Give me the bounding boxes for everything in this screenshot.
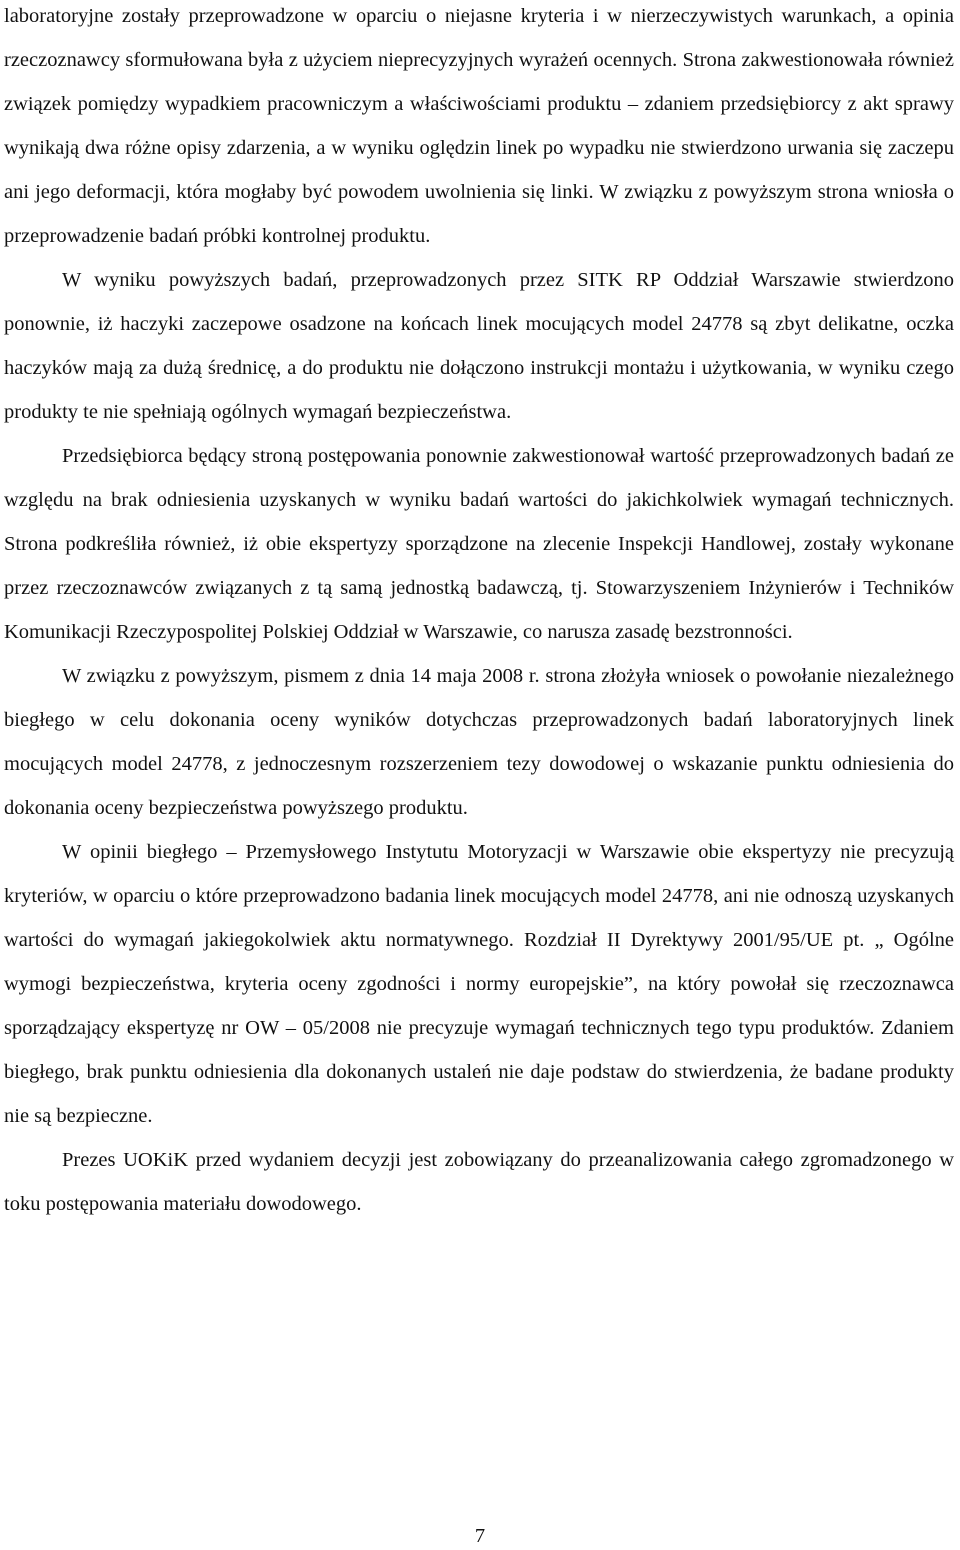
paragraph-continuation: laboratoryjne zostały przeprowadzone w oparciu o niejasne kryteria i w nierzeczywistych warunkach, a opinia rzeczoznawcy sformułowana była z użyciem nieprecyzyjnych wyrażeń ocennych. Strona zakwestionowała również związek pomiędzy wypadkiem pracowniczym a właściwościami produktu – zdaniem przedsiębiorcy z akt sprawy wynikają dwa różne opisy zdarzenia, a w wyniku oględzin linek po wypadku nie stwierdzono urwania się zaczepu ani jego deformacji, która mogłaby być powodem uwolnienia się linki. W związku z powyższym strona wniosła o przeprowadzenie badań próbki kontrolnej produktu.	[4, 5, 954, 247]
paragraph-uokik: Prezes UOKiK przed wydaniem decyzji jest zobowiązany do przeanalizowania całego zgromadzonego w toku postępowania materiału dowodowego.	[4, 1149, 954, 1215]
paragraph-expert-request: W związku z powyższym, pismem z dnia 14 maja 2008 r. strona złożyła wniosek o powołanie niezależnego biegłego w celu dokonania oceny wyników dotychczas przeprowadzonych badań laboratoryjnych linek mocujących model 24778, z jednoczesnym rozszerzeniem tezy dowodowej o wskazanie punktu odniesienia do dokonania oceny bezpieczeństwa powyższego produktu.	[4, 665, 954, 819]
document-body	[4, 0, 954, 1226]
paragraph-expert-opinion: W opinii biegłego – Przemysłowego Instytutu Motoryzacji w Warszawie obie ekspertyzy nie precyzują kryteriów, w oparciu o które przeprowadzono badania linek mocujących model 24778, ani nie odnoszą uzyskanych wartości do wymagań jakiegokolwiek aktu normatywnego. Rozdział II Dyrektywy 2001/95/UE pt. „ Ogólne wymogi bezpieczeństwa, kryteria oceny zgodności i normy europejskie”, na który powołał się rzeczoznawca sporządzający ekspertyzę nr OW – 05/2008 nie precyzuje wymagań technicznych tego typu produktów. Zdaniem biegłego, brak punktu odniesienia dla dokonanych ustaleń nie daje podstaw do stwierdzenia, że badane produkty nie są bezpieczne.	[4, 841, 954, 1127]
paragraph-objection: Przedsiębiorca będący stroną postępowania ponownie zakwestionował wartość przeprowadzonych badań ze względu na brak odniesienia uzyskanych w wyniku badań wartości do jakichkolwiek wymagań technicznych. Strona podkreśliła również, iż obie ekspertyzy sporządzone na zlecenie Inspekcji Handlowej, zostały wykonane przez rzeczoznawców związanych z tą samą jednostką badawczą, tj. Stowarzyszeniem Inżynierów i Techników Komunikacji Rzeczypospolitej Polskiej Oddział w Warszawie, co narusza zasadę bezstronności.	[4, 445, 954, 643]
page-number: 7	[474, 1525, 486, 1547]
paragraph-sitk-tests: W wyniku powyższych badań, przeprowadzonych przez SITK RP Oddział Warszawie stwierdzono ponownie, iż haczyki zaczepowe osadzone na końcach linek mocujących model 24778 są zbyt delikatne, oczka haczyków mają za dużą średnicę, a do produktu nie dołączono instrukcji montażu i użytkowania, w wyniku czego produkty te nie spełniają ogólnych wymagań bezpieczeństwa.	[4, 269, 954, 423]
